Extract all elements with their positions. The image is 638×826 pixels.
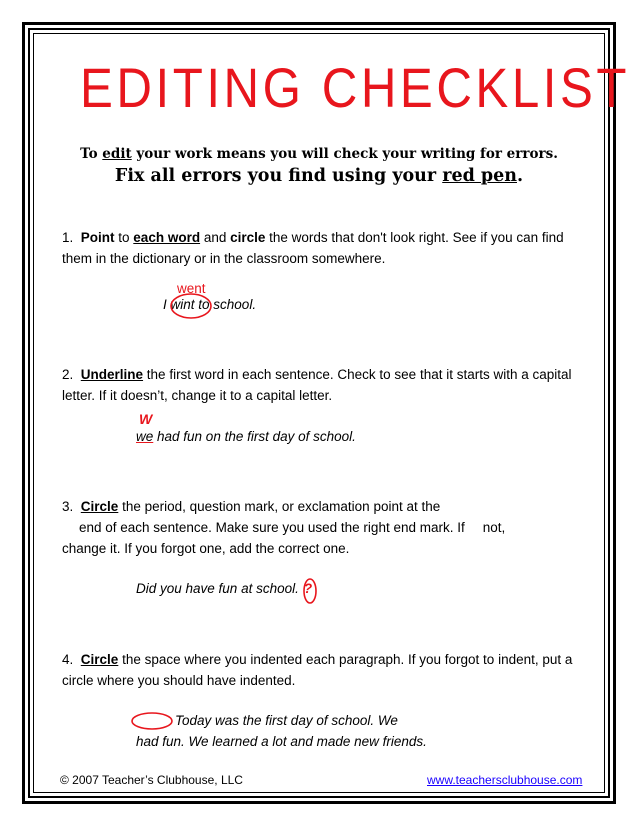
item-line — [62, 496, 582, 517]
checklist-item-4 — [62, 649, 582, 691]
example-4-line-2: had fun. We learned a lot and made new friends. — [136, 734, 427, 749]
correction-capital-w: W — [139, 411, 153, 427]
subtitle-text: . — [517, 166, 524, 186]
misspelled-word: wint — [170, 297, 195, 312]
subtitle-text: Fix all errors you find using your — [114, 166, 443, 186]
item-text: the words that don't look right. See if you can find them in the dictionary or in the classroom somewhere. — [62, 230, 564, 266]
item-number: 2. — [62, 367, 74, 382]
keyword: Circle — [80, 499, 119, 514]
keyword: Point — [80, 230, 115, 245]
red-circle-mark — [170, 292, 214, 322]
subtitle-line-2 — [0, 166, 638, 186]
item-text: and — [200, 230, 231, 245]
example-4-line-1: Today was the first day of school. We — [175, 713, 398, 728]
keyword: Underline — [80, 367, 144, 382]
indent-circle-mark — [130, 712, 176, 732]
copyright: © 2007 Teacher’s Clubhouse, LLC — [60, 773, 243, 787]
end-mark: . — [295, 581, 299, 596]
correction-went: went — [177, 281, 206, 296]
keyword: circle — [230, 230, 266, 245]
checklist-item-3 — [62, 496, 582, 559]
item-text: the period, question mark, or exclamation point at the — [118, 499, 441, 514]
keyword: Circle — [80, 652, 119, 667]
checklist-item-2 — [62, 364, 582, 406]
item-line: change it. If you forgot one, add the correct one. — [62, 541, 350, 556]
subtitle-text: To — [80, 146, 103, 162]
example-text: had fun on the first day of school. — [153, 429, 356, 444]
subtitle-line-1 — [0, 146, 638, 162]
item-line — [62, 517, 582, 538]
example-2 — [136, 429, 356, 444]
item-number: 1. — [62, 230, 74, 245]
example-text: I — [163, 297, 171, 312]
subtitle-emphasis: edit — [102, 146, 132, 162]
example-3 — [136, 581, 312, 596]
page-title: EDITING CHECKLIST — [80, 56, 630, 119]
checklist-item-1 — [62, 227, 582, 269]
subtitle-emphasis: red pen — [442, 166, 517, 186]
underlined-word: we — [136, 429, 154, 444]
example-text: to school. — [194, 297, 257, 312]
item-number: 3. — [62, 499, 74, 514]
example-text: Did you have fun at school — [136, 581, 296, 596]
keyword: each word — [133, 230, 201, 245]
red-circle-mark — [302, 578, 318, 606]
website-link[interactable]: www.teachersclubhouse.com — [427, 773, 583, 787]
item-text: end of each sentence. Make sure you used the right end mark. If — [79, 520, 465, 535]
item-text: the first word in each sentence. Check to see that it starts with a capital letter. If it doesn’t, change it to a capital letter. — [62, 367, 572, 403]
item-text: to — [114, 230, 134, 245]
subtitle-text: your work means you will check your writing for errors. — [131, 146, 558, 162]
item-text: not, — [482, 520, 506, 535]
item-number: 4. — [62, 652, 74, 667]
item-text: the space where you indented each paragraph. If you forgot to indent, put a circle where you should have indented. — [62, 652, 573, 688]
correction-question-mark: ? — [303, 581, 313, 596]
